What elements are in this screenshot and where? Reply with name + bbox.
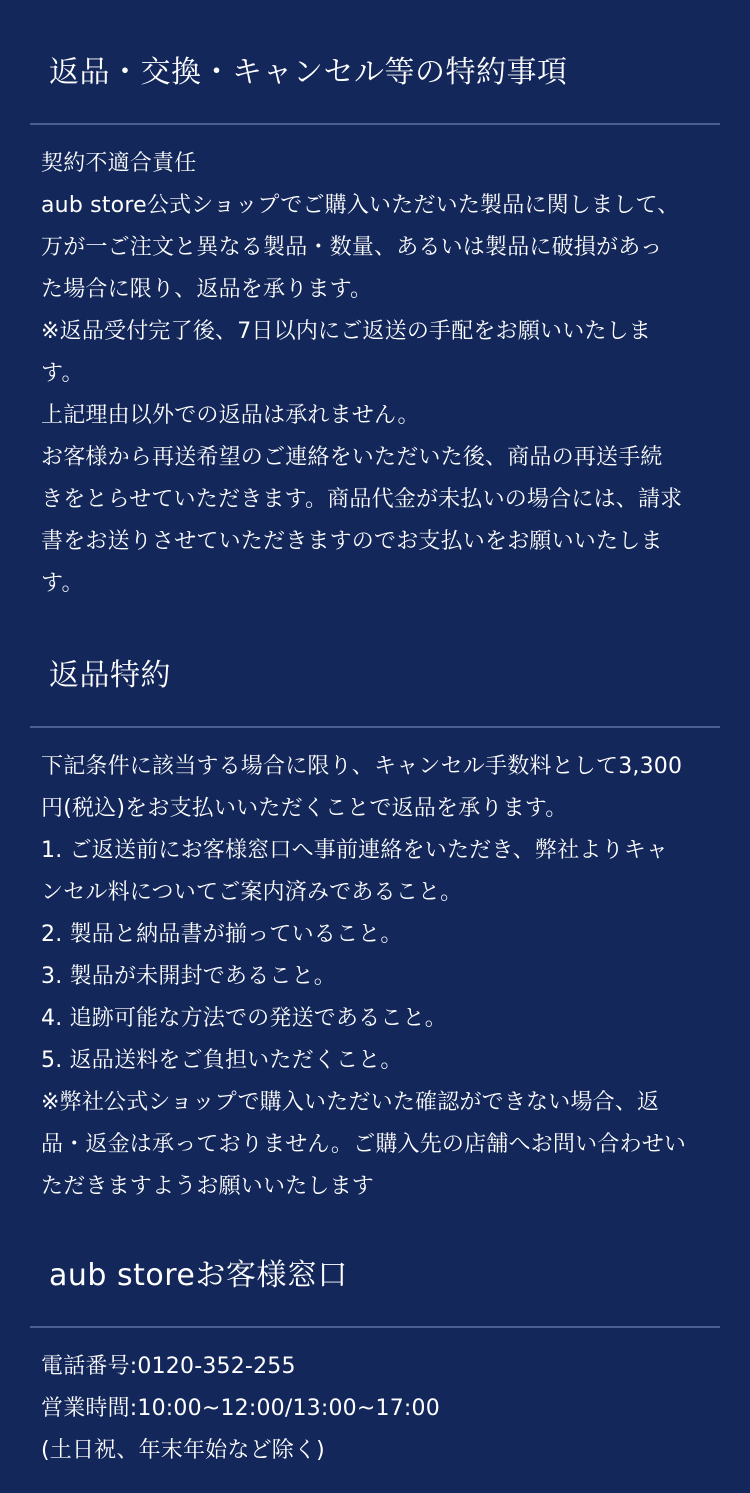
text-line: ンセル料についてご案内済みであること。	[41, 880, 463, 905]
text-line: 円(税込)をお支払いいただくことで返品を承ります。	[41, 796, 568, 821]
text-line: お客様から再送希望のご連絡をいただいた後、商品の再送手続	[41, 445, 663, 470]
divider	[30, 123, 720, 125]
section-body	[30, 746, 720, 1208]
divider	[30, 1326, 720, 1328]
text-line: 1. ご返送前にお客様窓口へ事前連絡をいただき、弊社よりキャ	[41, 838, 669, 863]
text-line: ※返品受付完了後、7日以内にご返送の手配をお願いいたしま	[41, 319, 652, 344]
section-title: aub storeお客様窓口	[49, 1258, 348, 1293]
text-line: 2. 製品と納品書が揃っていること。	[41, 922, 403, 947]
text-line: 3. 製品が未開封であること。	[41, 964, 336, 989]
section-customer-service	[30, 1256, 720, 1472]
text-line: 下記条件に該当する場合に限り、キャンセル手数料として3,300	[41, 754, 683, 779]
text-line: 契約不適合責任	[41, 151, 197, 176]
section-body	[30, 143, 720, 605]
text-line: 4. 追跡可能な方法での発送であること。	[41, 1006, 447, 1031]
text-line: 書をお送りさせていただきますのでお支払いをお願いいたしま	[41, 529, 663, 554]
section-return-exchange-cancel	[30, 53, 720, 605]
text-line: 上記理由以外での返品は承れません。	[41, 403, 420, 428]
text-line: す。	[41, 571, 84, 596]
closed-days-note: (土日祝、年末年始など除く)	[41, 1438, 325, 1463]
text-line: ※弊社公式ショップで購入いただいた確認ができない場合、返	[41, 1090, 660, 1115]
text-line: す。	[41, 361, 84, 386]
text-line: 万が一ご注文と異なる製品・数量、あるいは製品に破損があっ	[41, 235, 663, 260]
business-hours: 営業時間:10:00~12:00/13:00~17:00	[41, 1396, 440, 1421]
text-line: きをとらせていただきます。商品代金が未払いの場合には、請求	[41, 487, 683, 512]
phone-number: 電話番号:0120-352-255	[41, 1354, 296, 1379]
text-line: た場合に限り、返品を承ります。	[41, 277, 373, 302]
divider	[30, 726, 720, 728]
section-title: 返品特約	[49, 658, 171, 693]
text-line: ただきますようお願いいたします	[41, 1174, 375, 1199]
text-line: aub store公式ショップでご購入いただいた製品に関しまして、	[41, 193, 680, 218]
section-return-terms	[30, 656, 720, 1208]
text-line: 品・返金は承っておりません。ご購入先の店舗へお問い合わせい	[41, 1132, 687, 1157]
text-line: 5. 返品送料をご負担いただくこと。	[41, 1048, 403, 1073]
section-title: 返品・交換・キャンセル等の特約事項	[49, 55, 568, 90]
section-body	[30, 1346, 720, 1472]
